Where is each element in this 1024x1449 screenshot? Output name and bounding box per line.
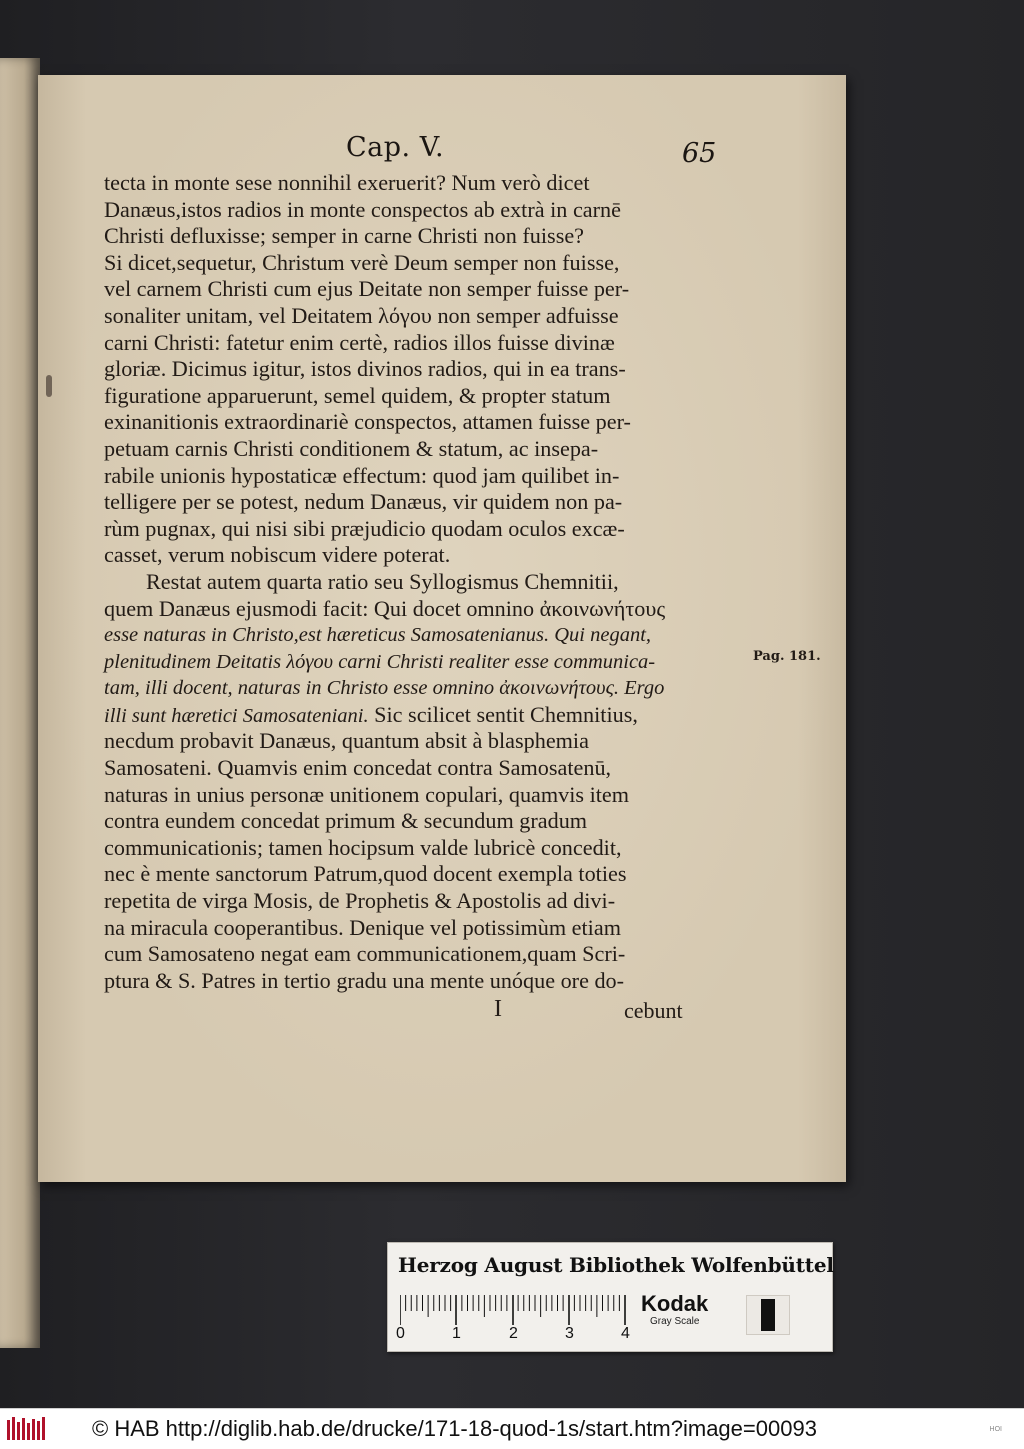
ruler-number: 3 — [565, 1325, 574, 1342]
text-line: tecta in monte sese nonnihil exeruerit? Num verò dicet — [104, 170, 590, 195]
text-line: Danæus,istos radios in monte conspectos ab extrà in carnē — [104, 196, 621, 222]
text-line: sonaliter unitam, vel Deitatem λόγου non semper adfuisse — [104, 302, 619, 328]
italic-line: esse naturas in Christo,est hæreticus Samosatenianus. Qui negant, — [104, 624, 652, 647]
text-line: vel carnem Christi cum ejus Deitate non semper fuisse per- — [104, 276, 630, 302]
italic-line: tam, illi docent, naturas in Christo esse omnino ἀκοινωνήτους. Ergo — [104, 677, 665, 700]
text-line: quem Danæus ejusmodi facit: Qui docet omnino ἀκοινωνήτους — [104, 595, 666, 621]
ruler-number: 4 — [621, 1325, 630, 1342]
text-line: telligere per se potest, nedum Danæus, vir quidem non pa- — [104, 489, 623, 515]
text-line: naturas in unius personæ unitionem copulari, quamvis item — [104, 781, 630, 807]
ruler-scale — [400, 1293, 626, 1327]
ruler-number: 1 — [452, 1325, 461, 1342]
hab-logo-icon — [6, 1416, 46, 1442]
left-page-edge — [0, 58, 40, 1348]
catchword: cebunt — [624, 998, 683, 1024]
text-line: carni Christi: fatetur enim certè, radios illos fuisse divinæ — [104, 329, 615, 355]
ruler-number: 2 — [509, 1325, 518, 1342]
italic-fragment: illi sunt hæretici Samosateniani. — [104, 704, 369, 727]
page-header — [104, 130, 744, 170]
page-number: 65 — [682, 138, 717, 169]
text-line: na miracula cooperantibus. Denique vel potissimùm etiam — [104, 914, 621, 940]
text-line: Si dicet,sequetur, Christum verè Deum semper non fuisse, — [104, 249, 620, 275]
footer-bar — [0, 1408, 1024, 1449]
text-line: rabile unionis hypostaticæ effectum: quod jam quilibet in- — [104, 462, 620, 488]
body-text — [104, 170, 744, 994]
text-line: contra eundem concedat primum & secundum gradum — [104, 808, 588, 834]
mixed-line — [104, 702, 744, 729]
text-line: Restat autem quarta ratio seu Syllogismus Chemnitii, — [146, 568, 619, 594]
text-line: ptura & S. Patres in tertio gradu una mente unóque ore do- — [104, 967, 625, 993]
page-footer — [104, 996, 744, 1026]
kodak-subtitle: Gray Scale — [650, 1316, 700, 1327]
black-swatch — [761, 1299, 775, 1331]
text-line: cum Samosateno negat eam communicationem,quam Scri- — [104, 941, 626, 967]
italic-line: plenitudinem Deitatis λόγου carni Christi realiter esse communica- — [104, 650, 656, 673]
text-line: Samosateni. Quamvis enim concedat contra Samosatenū, — [104, 755, 612, 781]
text-line: casset, verum nobiscum videre poterat. — [104, 542, 451, 568]
running-head: Cap. V. — [346, 132, 445, 163]
text-line: repetita de virga Mosis, de Prophetis & Apostolis ad divi- — [104, 888, 616, 914]
page-content — [104, 130, 821, 1026]
small-mark: HOI — [989, 1426, 1002, 1433]
library-label-title: Herzog August Bibliothek Wolfenbüttel — [398, 1253, 834, 1277]
ruler-number: 0 — [396, 1325, 405, 1342]
kodak-logo: Kodak — [641, 1291, 709, 1316]
text-line: petuam carnis Christi conditionem & statum, ac insepa- — [104, 435, 599, 461]
text-line: Christi defluxisse; semper in carne Christi non fuisse? — [104, 223, 585, 249]
marginal-note: Pag. 181. — [753, 649, 821, 664]
signature-mark: I — [494, 996, 502, 1023]
text-line: exinanitionis extraordinariè conspectos, attamen fuisse per- — [104, 409, 631, 435]
gray-scale-patch — [746, 1295, 790, 1335]
text-line: rùm pugnax, qui nisi sibi præjudicio quodam oculos excæ- — [104, 515, 625, 541]
text-line: gloriæ. Dicimus igitur, istos divinos radios, qui in ea trans- — [104, 356, 626, 382]
library-label — [387, 1242, 833, 1352]
text-line: nec è mente sanctorum Patrum,quod docent exempla toties — [104, 861, 627, 887]
text-line: figuratione apparuerunt, semel quidem, & propter statum — [104, 382, 611, 408]
text-line: necdum probavit Danæus, quantum absit à blasphemia — [104, 728, 589, 754]
text-line: communicationis; tamen hocipsum valde lubricè concedit, — [104, 834, 622, 860]
ink-stain — [46, 375, 52, 397]
roman-fragment: Sic scilicet sentit Chemnitius, — [368, 701, 638, 727]
book-page — [38, 75, 846, 1182]
copyright-credit: © HAB http://diglib.hab.de/drucke/171-18-quod-1s/start.htm?image=00093 — [92, 1416, 817, 1441]
